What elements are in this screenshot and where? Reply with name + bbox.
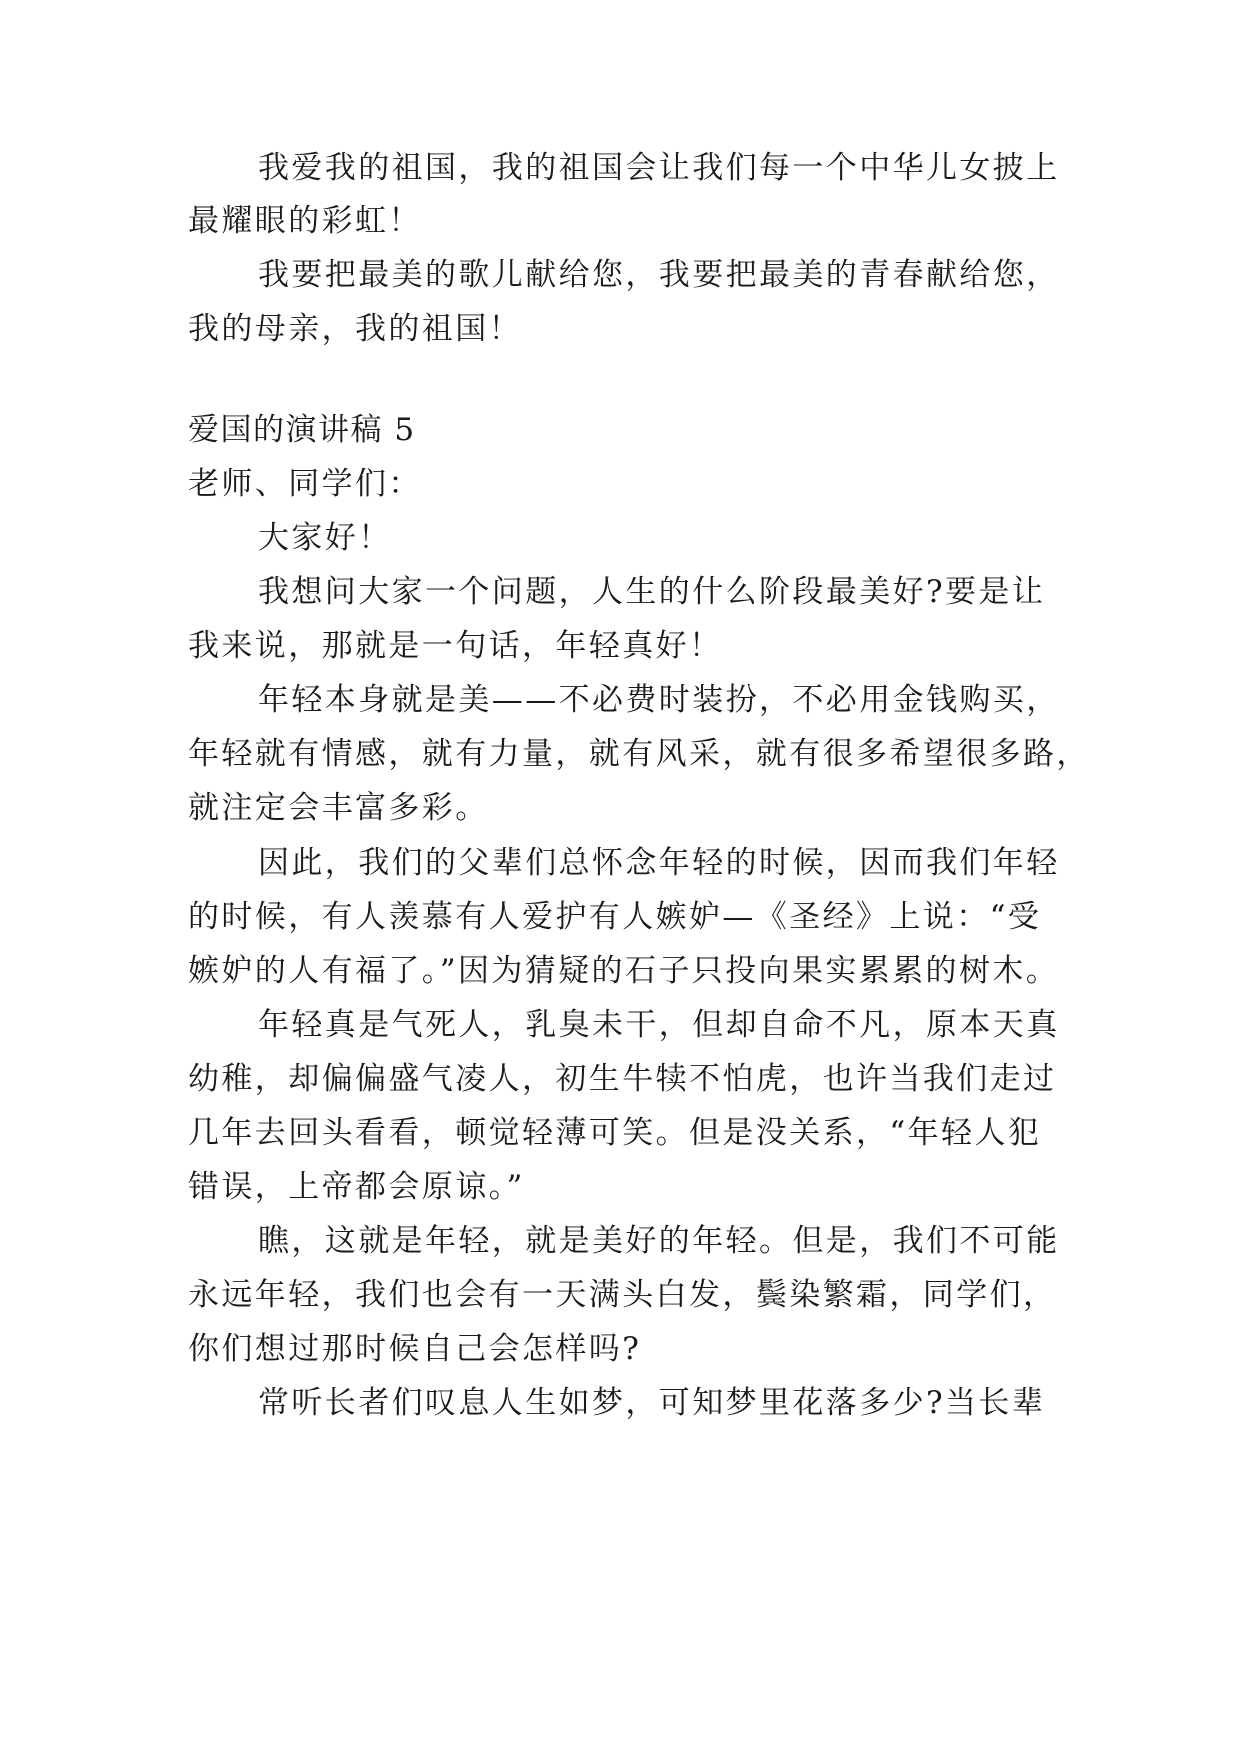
- paragraph-line: 的时候，有人羡慕有人爱护有人嫉妒—《圣经》上说：“受: [188, 899, 1042, 935]
- paragraph-line: 你们想过那时候自己会怎样吗?: [188, 1331, 642, 1367]
- paragraph-line: 年轻本身就是美——不必费时装扮，不必用金钱购买，: [258, 682, 1060, 718]
- paragraph-line: 我爱我的祖国，我的祖国会让我们每一个中华儿女披上: [258, 150, 1060, 186]
- paragraph-line: 我的母亲，我的祖国！: [188, 311, 522, 347]
- paragraph-line: 我来说，那就是一句话，年轻真好！: [188, 628, 723, 664]
- salutation: 老师、同学们：: [188, 466, 422, 502]
- paragraph-line: 年轻真是气死人，乳臭未干，但却自命不凡，原本天真: [258, 1007, 1060, 1043]
- paragraph-line: 永远年轻，我们也会有一天满头白发，鬓染繁霜，同学们，: [188, 1277, 1057, 1313]
- greeting: 大家好！: [258, 520, 392, 556]
- paragraph-line: 我要把最美的歌儿献给您，我要把最美的青春献给您，: [258, 257, 1060, 293]
- paragraph-line: 错误，上帝都会原谅。”: [188, 1169, 525, 1205]
- section-title: 爱国的演讲稿 5: [188, 412, 416, 448]
- paragraph-line: 因此，我们的父辈们总怀念年轻的时候，因而我们年轻: [258, 845, 1060, 881]
- paragraph-line: 嫉妒的人有福了。”因为猜疑的石子只投向果实累累的树木。: [188, 953, 1060, 989]
- paragraph-line: 就注定会丰富多彩。: [188, 790, 489, 826]
- paragraph-line: 常听长者们叹息人生如梦，可知梦里花落多少?当长辈: [258, 1385, 1046, 1421]
- paragraph-line: 我想问大家一个问题，人生的什么阶段最美好?要是让: [258, 574, 1046, 610]
- paragraph-line: 最耀眼的彩虹！: [188, 203, 422, 239]
- paragraph-line: 年轻就有情感，就有力量，就有风采，就有很多希望很多路，: [188, 736, 1090, 772]
- paragraph-line: 幼稚，却偏偏盛气凌人，初生牛犊不怕虎，也许当我们走过: [188, 1061, 1057, 1097]
- paragraph-line: 几年去回头看看，顿觉轻薄可笑。但是没关系，“年轻人犯: [188, 1115, 1042, 1151]
- paragraph-line: 瞧，这就是年轻，就是美好的年轻。但是，我们不可能: [258, 1223, 1060, 1259]
